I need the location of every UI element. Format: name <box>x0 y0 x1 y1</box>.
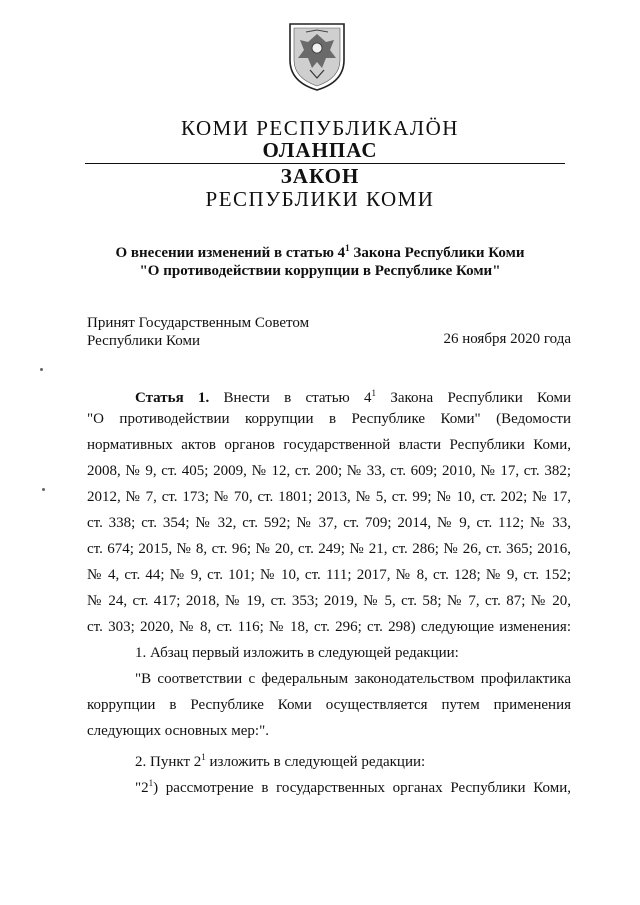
paragraph-item-2: 2. Пункт $2^1$ изложить в следующей редакции: <box>135 752 426 770</box>
adoption-line1: Принят Государственным Советом <box>87 315 310 331</box>
scan-speck <box>42 488 45 491</box>
adoption-info <box>87 314 309 350</box>
quote-line: коррупции в Республике Коми осуществляется путем применения <box>87 697 571 713</box>
quote-line: "В соответствии с федеральным законодательством профилактика <box>135 671 571 687</box>
adoption-date: 26 ноября 2020 года <box>443 331 571 347</box>
header-zakon: ЗАКОН <box>280 164 360 188</box>
article-line: Статья 1. Внести в статью $4^1$ Закона Республики Коми <box>135 388 571 406</box>
article-label: Статья 1. <box>135 390 210 406</box>
article-line: 2008, № 9, ст. 405; 2009, № 12, ст. 200; № 33, ст. 609; 2010, № 17, ст. 382; <box>87 463 571 479</box>
paragraph-item-1: 1. Абзац первый изложить в следующей редакции: <box>135 645 459 661</box>
law-title-line2: "О противодействии коррупции в Республике Коми" <box>139 263 501 279</box>
coat-of-arms-emblem <box>286 20 348 92</box>
article-line: № 4, ст. 44; № 9, ст. 101; № 10, ст. 111; 2017, № 8, ст. 128; № 9, ст. 152; <box>87 567 571 583</box>
article-body <box>87 380 571 796</box>
article-line: 2012, № 7, ст. 173; № 70, ст. 1801; 2013, № 5, ст. 99; № 10, ст. 202; № 17, <box>87 489 571 505</box>
scan-speck <box>40 368 43 371</box>
article-line: № 24, ст. 417; 2018, № 19, ст. 353; 2019, № 5, ст. 58; № 7, ст. 87; № 20, <box>87 593 571 609</box>
header-republic: РЕСПУБЛИКИ КОМИ <box>205 187 435 211</box>
quote-line: следующих основных мер:". <box>87 723 269 739</box>
article-line: нормативных актов органов государственной власти Республики Коми, <box>87 437 571 453</box>
article-line: ст. 338; ст. 354; № 32, ст. 592; № 37, ст. 709; 2014, № 9, ст. 112; № 33, <box>87 515 571 531</box>
quote-line: "$2^1$) рассмотрение в государственных органах Республики Коми, <box>135 778 571 796</box>
law-title-line1: О внесении изменений в статью $4^1$ Закона Республики Коми <box>115 243 525 261</box>
header-olanpas: ОЛАНПАС <box>262 138 378 162</box>
article-line: ст. 674; 2015, № 8, ст. 96; № 20, ст. 249; № 21, ст. 286; № 26, ст. 365; 2016, <box>87 541 571 557</box>
article-line: "О противодействии коррупции в Республике Коми" (Ведомости <box>87 411 571 427</box>
adoption-line2: Республики Коми <box>87 333 200 349</box>
article-line: ст. 303; 2020, № 8, ст. 116; № 18, ст. 296; ст. 298) следующие изменения: <box>87 619 571 635</box>
header-komi-language: КОМИ РЕСПУБЛИКАЛӦН <box>181 116 459 140</box>
